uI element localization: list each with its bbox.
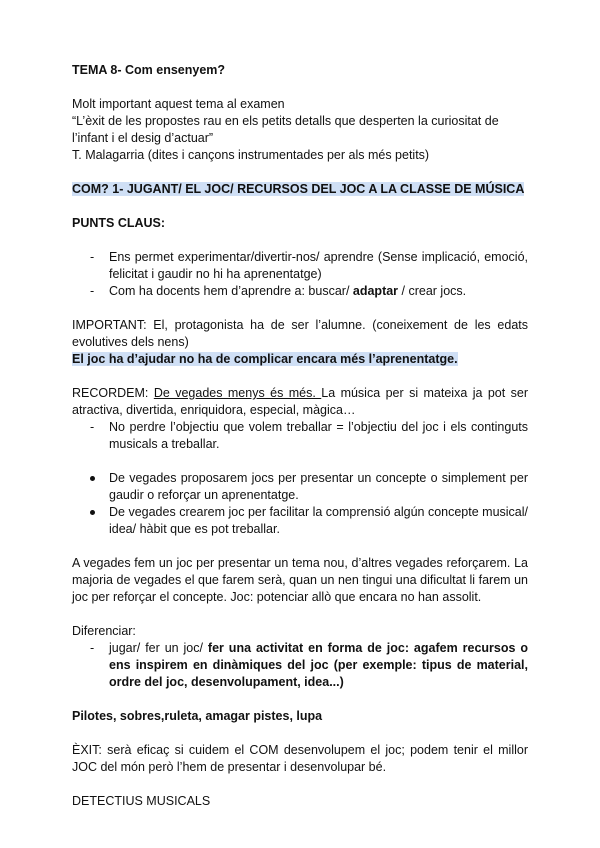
document-body (72, 62, 528, 810)
intro-line-3: T. Malagarria (dites i cançons instrumentades per als més petits) (72, 148, 430, 162)
recordem-dash-list (72, 419, 528, 453)
bullet-dot (90, 510, 95, 515)
recordem-underlined: De vegades menys és més. (153, 386, 322, 400)
punts-heading: PUNTS CLAUS: (72, 216, 166, 230)
diferenciar-list (72, 640, 528, 691)
recordem-bullet-1: De vegades proposarem jocs per presentar un concepte o simplement per gaudir o reforçar un aprenentatge. (109, 471, 528, 502)
document-title: TEMA 8- Com ensenyem? (72, 63, 226, 77)
intro-quote: “L’èxit de les propostes rau en els petits detalls que desperten la curiositat de l’infant i el desig d’actuar” (72, 114, 499, 145)
list-item: - Com ha docents hem d’aprendre a: buscar/ adaptar / crear jocs. (90, 284, 467, 298)
detectius-heading: DETECTIUS MUSICALS (72, 794, 211, 808)
list-item: - Ens permet experimentar/divertir-nos/ aprendre (Sense implicació, emoció, felicitat i gaudir no hi ha aprenentatge) (90, 250, 528, 281)
important-text: IMPORTANT: El, protagonista ha de ser l’alumne. (coneixement de les edats evolutives dels nens) (72, 318, 528, 349)
section-heading-text: COM? 1- JUGANT/ EL JOC/ RECURSOS DEL JOC A LA CLASSE DE MÚSICA (72, 182, 525, 196)
diferenciar-label: Diferenciar: (72, 624, 136, 638)
punts-item-1: Ens permet experimentar/divertir-nos/ aprendre (Sense implicació, emoció, felicitat i gaudir no hi ha aprenentatge) (109, 250, 528, 281)
bullet-dot (90, 476, 95, 481)
intro-line-1: Molt important aquest tema al examen (72, 97, 285, 111)
list-item (72, 504, 528, 538)
list-item: - No perdre l’objectiu que volem treballar = l’objectiu del joc i els continguts musicals a treballar. (90, 420, 528, 451)
vegades-paragraph: A vegades fem un joc per presentar un tema nou, d’altres vegades reforçarem. La majoria de vegades el que farem serà, quan un nen tingui una dificultat li farem un joc per reforçar el concepte. Joc: potenciar allò que encara no han assolit. (72, 556, 528, 604)
list-item: - jugar/ fer un joc/ fer una activitat en forma de joc: agafem recursos o ens inspirem en dinàmiques del joc (per exemple: tipus de material, ordre del joc, desenvolupament, idea...) (90, 641, 528, 689)
recordem-bullet-2: De vegades crearem joc per facilitar la comprensió algún concepte musical/ idea/ hàbit que es pot treballar. (109, 505, 528, 536)
section-heading (72, 181, 528, 198)
punts-item-2-bold: adaptar (352, 284, 399, 298)
pilotes-line: Pilotes, sobres,ruleta, amagar pistes, lupa (72, 709, 323, 723)
punts-list (72, 249, 528, 300)
recordem-paragraph (72, 385, 528, 419)
diferenciar-item-pre: jugar/ fer un joc/ (109, 641, 208, 655)
recordem-label: RECORDEM: (72, 386, 154, 400)
exit-paragraph: ÈXIT: serà eficaç si cuidem el COM desenvolupem el joc; podem tenir el millor JOC del món però l’hem de presentar i desenvolupar bé. (72, 743, 528, 774)
punts-item-2-post: / crear jocs. (398, 284, 467, 298)
diferenciar-item-bold: fer una activitat en forma de joc: agafem recursos o ens inspirem en dinàmiques del joc (per exemple: tipus de material, ordre del joc, desenvolupament, idea...) (109, 641, 528, 689)
important-highlight (72, 351, 528, 368)
recordem-bullet-list (72, 470, 528, 538)
list-item (72, 470, 528, 504)
recordem-rest: La música per si mateixa ja pot ser atractiva, divertida, enriquidora, especial, màgica… (72, 386, 528, 417)
important-bold-text: El joc ha d’ajudar no ha de complicar encara més l’aprenentatge. (72, 352, 458, 366)
punts-item-2-pre: Com ha docents hem d’aprendre a: buscar/ (109, 284, 353, 298)
recordem-dash-item: No perdre l’objectiu que volem treballar = l’objectiu del joc i els continguts musicals a treballar. (109, 420, 528, 451)
